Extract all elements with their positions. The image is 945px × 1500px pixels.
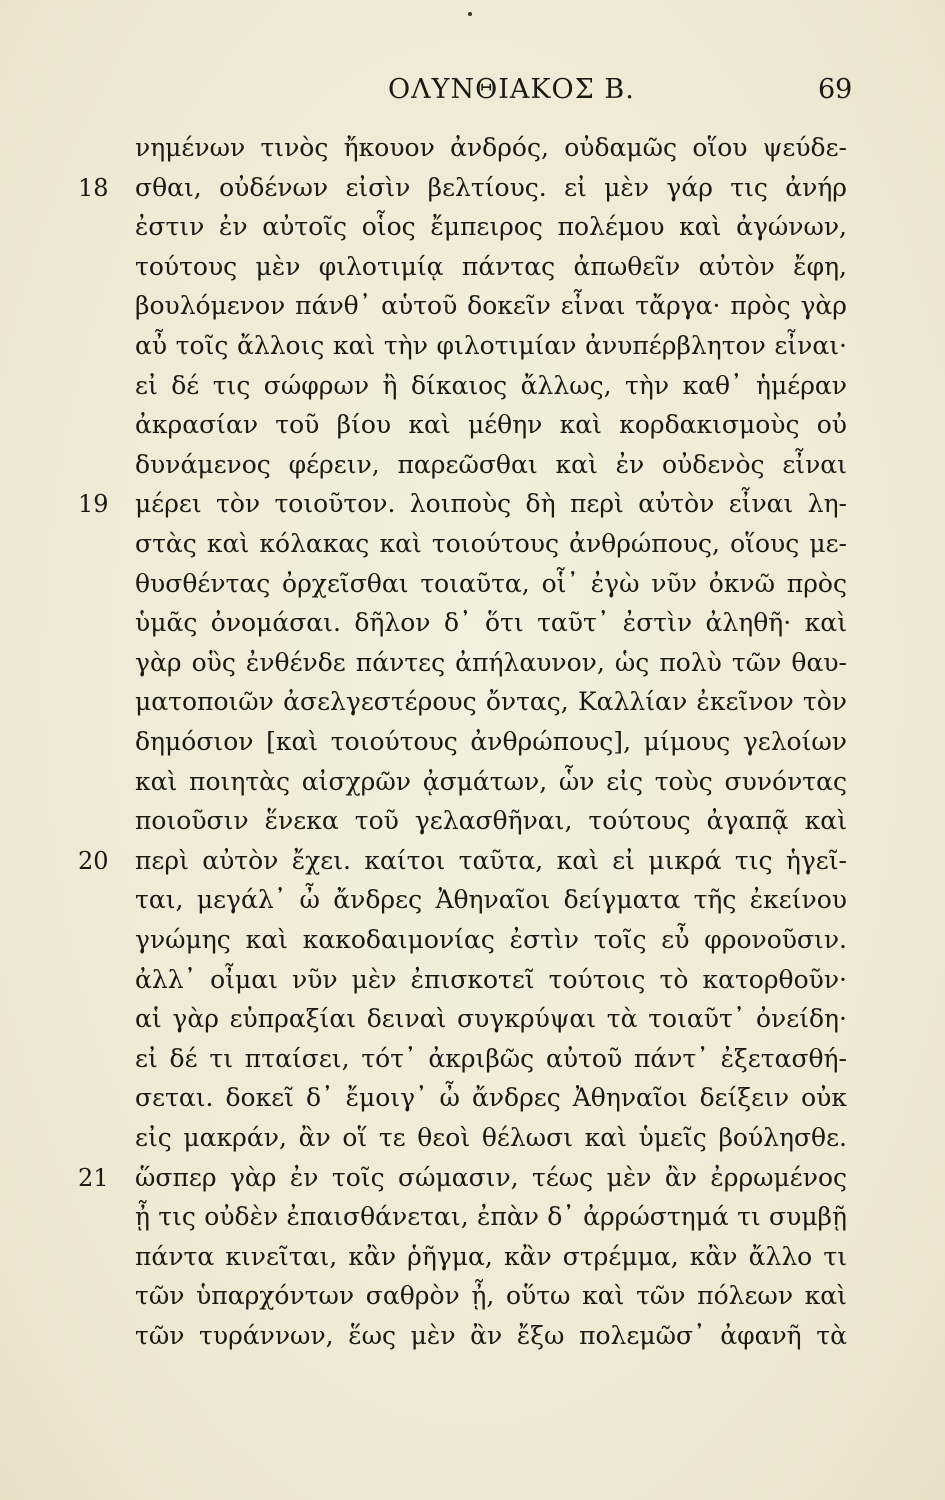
text-line: τούτους μὲν φιλοτιμίᾳ πάντας ἀπωθεῖν αὐτὸν ἔφη, (135, 251, 847, 281)
text-line: βουλόμενον πάνθ᾽ αὑτοῦ δοκεῖν εἶναι τἄργα· πρὸς γὰρ (135, 291, 847, 321)
text-line: τῶν ὑπαρχόντων σαθρὸν ᾖ, οὕτω καὶ τῶν πόλεων καὶ (135, 1281, 847, 1311)
text-line: ποιοῦσιν ἕνεκα τοῦ γελασθῆναι, τούτους ἀγαπᾷ καὶ (135, 806, 847, 836)
text-line: σεται. δοκεῖ δ᾽ ἔμοιγ᾽ ὦ ἄνδρες Ἀθηναῖοι δείξειν οὐκ (135, 1083, 847, 1113)
text-line: νημένων τινὸς ἤκουον ἀνδρός, οὐδαμῶς οἵου ψεύδε- (135, 133, 847, 162)
text-line: ματοποιῶν ἀσελγεστέρους ὄντας, Καλλίαν ἐκεῖνον τὸν (135, 687, 847, 717)
text-line: εἰ δέ τις σώφρων ἢ δίκαιος ἄλλως, τὴν καθ᾽ ἡμέραν (135, 370, 847, 400)
text-line: ὑμᾶς ὀνομάσαι. δῆλον δ᾽ ὅτι ταῦτ᾽ ἐστὶν ἀληθῆ· καὶ (135, 608, 847, 638)
text-line: γὰρ οὓς ἐνθένδε πάντες ἀπήλαυνον, ὡς πολὺ τῶν θαυ- (135, 647, 847, 677)
text-line: ᾖ τις οὐδὲν ἐπαισθάνεται, ἐπὰν δ᾽ ἀρρώστημά τι συμβῇ (135, 1202, 847, 1232)
text-line: πάντα κινεῖται, κἂν ῥῆγμα, κἂν στρέμμα, κἂν ἄλλο τι (135, 1241, 847, 1271)
section-number: 18 (78, 173, 109, 202)
section-number: 19 (78, 490, 109, 519)
running-title: ΟΛΥΝΘΙΑΚΟΣ Β. (388, 74, 635, 105)
text-line: αἱ γὰρ εὐπραξίαι δειναὶ συγκρύψαι τὰ τοιαῦτ᾽ ὀνείδη· (135, 1004, 847, 1034)
text-line: θυσθέντας ὀρχεῖσθαι τοιαῦτα, οἷ᾽ ἐγὼ νῦν ὀκνῶ πρὸς (135, 568, 847, 598)
text-line: ἀλλ᾽ οἶμαι νῦν μὲν ἐπισκοτεῖ τούτοις τὸ κατορθοῦν· (135, 964, 847, 994)
section-number: 21 (78, 1163, 109, 1192)
text-line: ται, μεγάλ᾽ ὦ ἄνδρες Ἀθηναῖοι δείγματα τῆς ἐκείνου (135, 885, 847, 915)
text-line: καὶ ποιητὰς αἰσχρῶν ᾀσμάτων, ὧν εἰς τοὺς συνόντας (135, 766, 847, 796)
text-line: δημόσιον [καὶ τοιούτους ἀνθρώπους], μίμους γελοίων (135, 727, 847, 756)
page-number: 69 (818, 74, 853, 105)
text-line: ἐστιν ἐν αὐτοῖς οἷος ἔμπειρος πολέμου καὶ ἀγώνων, (135, 212, 847, 242)
text-line: δυνάμενος φέρειν, παρεῶσθαι καὶ ἐν οὐδενὸς εἶναι (135, 449, 847, 479)
text-line: στὰς καὶ κόλακας καὶ τοιούτους ἀνθρώπους, οἵους με- (135, 529, 847, 558)
section-number: 20 (78, 846, 109, 875)
text-line: γνώμης καὶ κακοδαιμονίας ἐστὶν τοῖς εὖ φρονοῦσιν. (135, 925, 847, 954)
text-line: τῶν τυράννων, ἕως μὲν ἂν ἔξω πολεμῶσ᾽ ἀφανῆ τὰ (135, 1321, 847, 1350)
text-line: εἰς μακράν, ἂν οἵ τε θεοὶ θέλωσι καὶ ὑμεῖς βούλησθε. (135, 1123, 847, 1152)
text-line: περὶ αὐτὸν ἔχει. καίτοι ταῦτα, καὶ εἰ μικρά τις ἡγεῖ- (135, 845, 847, 875)
text-line: αὖ τοῖς ἄλλοις καὶ τὴν φιλοτιμίαν ἀνυπέρβλητον εἶναι· (135, 331, 847, 360)
text-line: μέρει τὸν τοιοῦτον. λοιποὺς δὴ περὶ αὐτὸν εἶναι λη- (135, 489, 847, 519)
text-line: εἰ δέ τι πταίσει, τότ᾽ ἀκριβῶς αὐτοῦ πάντ᾽ ἐξετασθή- (135, 1043, 847, 1073)
text-line: σθαι, οὐδένων εἰσὶν βελτίους. εἰ μὲν γάρ τις ἀνήρ (135, 172, 847, 202)
text-line: ὥσπερ γὰρ ἐν τοῖς σώμασιν, τέως μὲν ἂν ἐρρωμένος (135, 1162, 847, 1192)
text-line: ἀκρασίαν τοῦ βίου καὶ μέθην καὶ κορδακισμοὺς οὐ (135, 410, 847, 440)
